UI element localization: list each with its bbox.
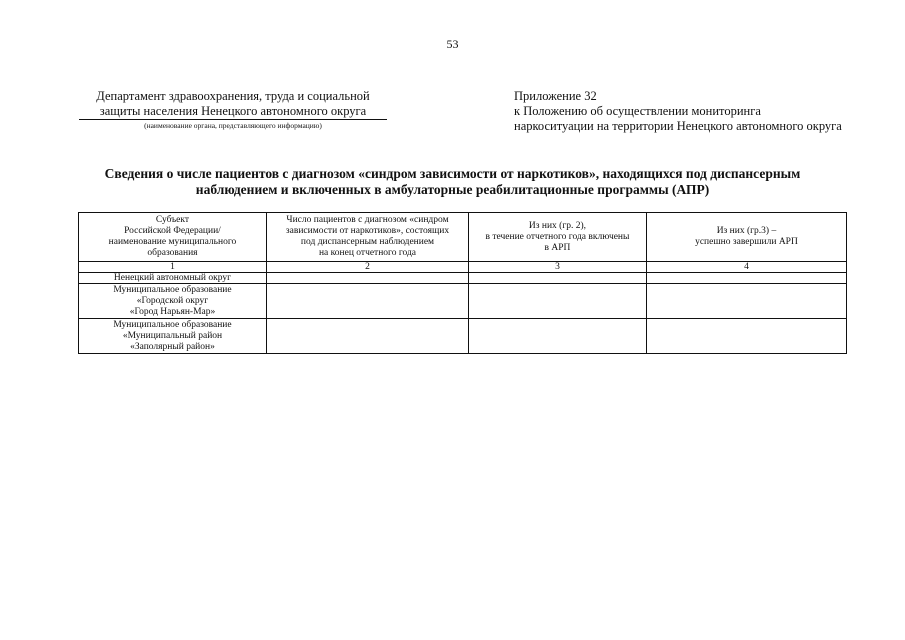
table-row xyxy=(79,319,847,354)
department-block xyxy=(78,89,388,131)
header-completed-arp: Из них (гр.3) – успешно завершили АРП xyxy=(646,213,846,262)
table-cell xyxy=(646,284,846,319)
table-cell xyxy=(266,284,468,319)
department-caption: (наименование органа, представляющего информацию) xyxy=(144,121,322,130)
header-patient-count: Число пациентов с диагнозом «синдром зависимости от наркотиков», состоящих под диспансерным наблюдением на конец отчетного года xyxy=(266,213,468,262)
table-cell xyxy=(646,319,846,354)
column-number: 1 xyxy=(79,262,267,273)
appendix-line-2: к Положению об осуществлении мониторинга xyxy=(514,104,761,118)
column-number: 2 xyxy=(266,262,468,273)
table-row xyxy=(79,284,847,319)
department-line-1: Департамент здравоохранения, труда и социальной xyxy=(96,89,370,103)
column-number-row xyxy=(79,262,847,273)
appendix-line-3: наркоситуации на территории Ненецкого автономного округа xyxy=(514,119,842,133)
column-number: 3 xyxy=(469,262,647,273)
appendix-block xyxy=(514,89,874,134)
header-subject: Субъект Российской Федерации/ наименование муниципального образования xyxy=(79,213,267,262)
page-number: 53 xyxy=(446,37,459,51)
column-number: 4 xyxy=(646,262,846,273)
row-label: Муниципальное образование «Муниципальный район «Заполярный район» xyxy=(79,319,267,354)
table-cell xyxy=(469,284,647,319)
report-table xyxy=(78,212,847,354)
table-cell xyxy=(266,319,468,354)
title-line-1: Сведения о числе пациентов с диагнозом «синдром зависимости от наркотиков», находящихся под диспансерным xyxy=(104,166,801,181)
table-cell xyxy=(646,273,846,284)
table-row xyxy=(79,273,847,284)
row-label: Ненецкий автономный округ xyxy=(79,273,267,284)
title-line-2: наблюдением и включенных в амбулаторные реабилитационные программы (АПР) xyxy=(195,182,710,197)
row-label: Муниципальное образование «Городской округ «Город Нарьян-Мар» xyxy=(79,284,267,319)
table-cell xyxy=(469,319,647,354)
document-title xyxy=(60,166,845,198)
table-cell xyxy=(266,273,468,284)
appendix-line-1: Приложение 32 xyxy=(514,89,597,103)
table-cell xyxy=(469,273,647,284)
department-line-2: защиты населения Ненецкого автономного округа xyxy=(79,104,387,120)
header-included-arp: Из них (гр. 2), в течение отчетного года включены в АРП xyxy=(469,213,647,262)
table-header-row xyxy=(79,213,847,262)
